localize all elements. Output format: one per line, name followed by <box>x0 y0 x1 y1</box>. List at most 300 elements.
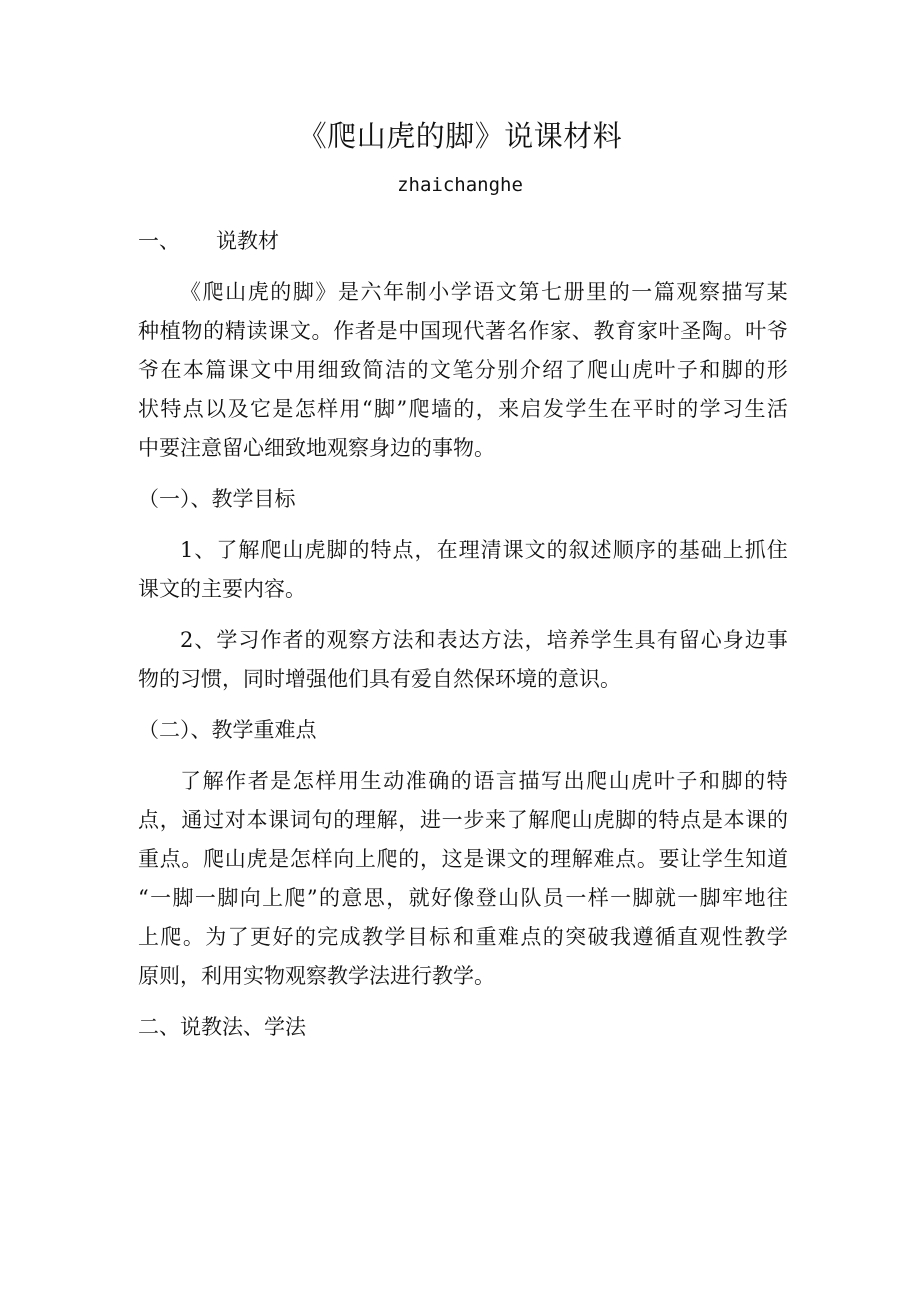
char: 者 <box>354 319 376 343</box>
paragraph-line <box>138 531 788 570</box>
char: 点 <box>520 925 542 949</box>
char: 洁 <box>384 358 406 382</box>
char: 的 <box>744 358 766 382</box>
char: 解 <box>376 808 398 832</box>
char: 分 <box>474 358 496 382</box>
char: 的 <box>333 808 355 832</box>
char: 是 <box>270 769 292 793</box>
paragraph-line <box>138 570 788 609</box>
char: 抓 <box>744 538 766 562</box>
char: 语 <box>473 769 495 793</box>
char: 像 <box>453 886 475 910</box>
line-text <box>138 840 788 879</box>
char: 目 <box>406 925 428 949</box>
char: 文 <box>524 538 546 562</box>
char: 爬 <box>202 280 224 304</box>
char: 本 <box>723 808 745 832</box>
char: 七 <box>541 280 562 304</box>
char: 向 <box>239 886 261 910</box>
char: 循 <box>654 925 676 949</box>
char: 读 <box>246 319 268 343</box>
char: 具 <box>634 628 656 652</box>
char: 爬 <box>586 769 608 793</box>
char: 虎 <box>593 808 615 832</box>
char: 留 <box>678 628 700 652</box>
char: 脚 <box>326 538 348 562</box>
char: 言 <box>495 769 517 793</box>
char: 一 <box>631 280 653 304</box>
char: 六 <box>360 280 382 304</box>
document-title: 《爬山虎的脚》说课材料 <box>297 119 623 153</box>
char: 了 <box>216 538 238 562</box>
char: 脚 <box>374 397 396 421</box>
char: 重 <box>475 925 497 949</box>
char: 课 <box>502 538 524 562</box>
char: 础 <box>700 538 722 562</box>
char: 脚 <box>721 769 743 793</box>
char: 它 <box>249 397 271 421</box>
char: 课 <box>745 808 767 832</box>
char: 文 <box>506 847 528 871</box>
char: 遵 <box>632 925 654 949</box>
paragraph-line <box>138 801 788 840</box>
char: 句 <box>311 808 333 832</box>
char: ， <box>524 628 546 652</box>
char: 。 <box>181 847 203 871</box>
char: 虎 <box>246 847 268 871</box>
char: 直 <box>677 925 699 949</box>
char: 是 <box>463 847 485 871</box>
section-heading-2 <box>138 1008 788 1047</box>
char: 让 <box>680 847 702 871</box>
char: 了 <box>564 358 586 382</box>
char: 的 <box>304 628 326 652</box>
char: 叙 <box>568 538 590 562</box>
char: 地 <box>744 886 766 910</box>
line-text <box>180 621 788 660</box>
char: 是 <box>701 808 723 832</box>
char: 步 <box>463 808 485 832</box>
paragraph-line <box>138 918 788 957</box>
char: 登 <box>475 886 497 910</box>
char: 的 <box>542 925 564 949</box>
goal-2-paragraph <box>138 621 788 699</box>
char: 者 <box>282 628 304 652</box>
char: 牢 <box>722 886 744 910</box>
char: 2 <box>180 628 194 652</box>
char: 好 <box>272 925 294 949</box>
char: 的 <box>528 847 550 871</box>
char: 细 <box>317 358 339 382</box>
char: 观 <box>326 628 348 652</box>
char: 家 <box>636 319 658 343</box>
char: 性 <box>721 925 743 949</box>
char: 一 <box>441 808 463 832</box>
char: 作 <box>528 319 550 343</box>
char: 是 <box>268 847 290 871</box>
paragraph-line <box>138 351 788 390</box>
char: 动 <box>383 769 405 793</box>
char: 心 <box>700 628 722 652</box>
char: 脚 <box>217 886 239 910</box>
char: 样 <box>587 886 609 910</box>
char: 年 <box>383 280 405 304</box>
char: 的 <box>546 538 568 562</box>
char: 确 <box>428 769 450 793</box>
char: 词 <box>289 808 311 832</box>
char: 爬 <box>260 538 282 562</box>
section-title: 二、说教法、学法 <box>138 1015 306 1039</box>
char: 中 <box>398 319 420 343</box>
char: 的 <box>766 808 788 832</box>
line-text <box>138 390 788 429</box>
char: 某 <box>766 280 788 304</box>
char: 员 <box>542 886 564 910</box>
char: 课 <box>227 358 249 382</box>
char: 上 <box>354 847 376 871</box>
char: 叶 <box>654 358 676 382</box>
document-author: zhaichanghe <box>397 174 523 196</box>
char: 课 <box>268 319 290 343</box>
char: 清 <box>480 538 502 562</box>
char: 一 <box>677 886 699 910</box>
char: 文 <box>250 358 272 382</box>
char: 队 <box>520 886 542 910</box>
char: 培 <box>546 628 568 652</box>
char: 写 <box>541 769 562 793</box>
char: 了 <box>506 808 528 832</box>
char: “ <box>361 397 373 421</box>
char: 完 <box>317 925 339 949</box>
char: 法 <box>502 628 524 652</box>
char: 上 <box>722 538 744 562</box>
paragraph-line <box>138 762 788 801</box>
char: 怎 <box>292 769 314 793</box>
char: 观 <box>699 925 721 949</box>
char: 文 <box>429 358 451 382</box>
char: 家 <box>550 319 572 343</box>
char: 样 <box>315 769 337 793</box>
char: 用 <box>295 358 317 382</box>
char: 解 <box>238 538 260 562</box>
char: 名 <box>506 319 528 343</box>
char: 学 <box>701 847 723 871</box>
char: 特 <box>160 397 182 421</box>
char: 爷 <box>766 319 788 343</box>
char: 学 <box>216 628 238 652</box>
char: 养 <box>568 628 590 652</box>
char: 意 <box>341 886 363 910</box>
char: 物 <box>181 319 203 343</box>
char: 别 <box>497 358 519 382</box>
char: 准 <box>405 769 427 793</box>
char: 和 <box>699 358 721 382</box>
line-text: 中要注意留心细致地观察身边的事物。 <box>138 436 495 460</box>
char: 在 <box>160 358 182 382</box>
char: 陶 <box>701 319 723 343</box>
char: 生 <box>587 397 609 421</box>
char: 一 <box>565 886 587 910</box>
char: 习 <box>238 628 260 652</box>
char: 制 <box>405 280 427 304</box>
char: 通 <box>181 808 203 832</box>
char: 对 <box>224 808 246 832</box>
subsection-title: （一）、教学目标 <box>138 487 296 511</box>
subsection-title: （二）、教学重难点 <box>138 718 317 742</box>
char: 和 <box>453 925 475 949</box>
char: 难 <box>593 847 615 871</box>
goal-1-paragraph <box>138 531 788 609</box>
char: 。 <box>311 319 333 343</box>
char: 爬 <box>160 925 182 949</box>
char: 、 <box>571 319 593 343</box>
char: 中 <box>272 358 294 382</box>
char: 代 <box>463 319 485 343</box>
char: ， <box>475 397 497 421</box>
char: 子 <box>676 358 698 382</box>
char: 爬 <box>550 808 572 832</box>
char: 样 <box>311 847 333 871</box>
char: 笔 <box>452 358 474 382</box>
char: 山 <box>224 847 246 871</box>
char: 的 <box>319 886 341 910</box>
char: 虎 <box>631 358 653 382</box>
char: 知 <box>745 847 767 871</box>
char: 墙 <box>430 397 452 421</box>
char: 本 <box>182 358 204 382</box>
char: 篇 <box>205 358 227 382</box>
paragraph-line <box>138 273 788 312</box>
char: 文 <box>289 319 311 343</box>
char: 爬 <box>284 886 306 910</box>
char: 国 <box>419 319 441 343</box>
line-text <box>138 312 788 351</box>
char: 爬 <box>203 847 225 871</box>
char: 山 <box>282 538 304 562</box>
char: 一 <box>150 886 172 910</box>
char: 语 <box>473 280 495 304</box>
char: 难 <box>497 925 519 949</box>
char: 解 <box>528 808 550 832</box>
char: 在 <box>436 538 458 562</box>
char: 的 <box>348 538 370 562</box>
char: 篇 <box>653 280 675 304</box>
char: 虎 <box>304 538 326 562</box>
char: 的 <box>656 538 678 562</box>
char: 简 <box>362 358 384 382</box>
char: 的 <box>608 280 630 304</box>
section-heading-1 <box>138 222 788 261</box>
char: 、 <box>194 628 216 652</box>
char: 以 <box>205 397 227 421</box>
char: 册 <box>563 280 585 304</box>
char: 。 <box>636 847 658 871</box>
char: 平 <box>632 397 654 421</box>
char: 的 <box>450 769 472 793</box>
char: 用 <box>339 397 361 421</box>
char: 思 <box>363 886 385 910</box>
char: 。 <box>723 319 745 343</box>
char: 的 <box>398 847 420 871</box>
line-text <box>180 531 788 570</box>
char: 特 <box>658 808 680 832</box>
char: 虎 <box>247 280 269 304</box>
paragraph-line <box>138 621 788 660</box>
char: 了 <box>180 769 201 793</box>
line-text <box>138 918 788 957</box>
keypoint-paragraph <box>138 762 788 996</box>
char: 精 <box>224 319 246 343</box>
char: 描 <box>518 769 540 793</box>
char: 生 <box>744 397 766 421</box>
char: 课 <box>485 847 506 871</box>
char: 虎 <box>631 769 653 793</box>
char: 的 <box>203 319 225 343</box>
line-text: 课文的主要内容。 <box>138 577 306 601</box>
char: 法 <box>392 628 414 652</box>
char: 1 <box>180 538 194 562</box>
char: 学 <box>450 280 472 304</box>
char: 里 <box>586 280 608 304</box>
char: ， <box>398 808 420 832</box>
char: 致 <box>340 358 362 382</box>
char: 和 <box>698 769 720 793</box>
char: 小 <box>428 280 450 304</box>
char: 突 <box>565 925 587 949</box>
char: 在 <box>610 397 632 421</box>
char: 著 <box>485 319 506 343</box>
char: 的 <box>677 397 699 421</box>
char: 作 <box>260 628 282 652</box>
char: 理 <box>458 538 480 562</box>
char: 本 <box>246 808 268 832</box>
char: 身 <box>722 628 744 652</box>
char: 序 <box>634 538 656 562</box>
char: 点 <box>680 808 702 832</box>
char: 课 <box>268 808 290 832</box>
char: 是 <box>337 280 359 304</box>
char: 爷 <box>138 358 159 382</box>
char: 山 <box>498 886 520 910</box>
char: 的 <box>453 397 475 421</box>
char: 上 <box>138 925 159 949</box>
char: 及 <box>227 397 249 421</box>
char: 。 <box>182 925 204 949</box>
paragraph-line <box>138 312 788 351</box>
char: 文 <box>495 280 517 304</box>
char: 和 <box>414 628 436 652</box>
char: 生 <box>723 847 745 871</box>
char: 叶 <box>745 319 767 343</box>
char: 察 <box>698 280 720 304</box>
char: 描 <box>721 280 743 304</box>
char: 活 <box>766 397 788 421</box>
section-title: 说教材 <box>216 229 279 253</box>
char: 特 <box>766 769 788 793</box>
line-text <box>138 879 788 918</box>
char: 方 <box>480 628 502 652</box>
char: 点 <box>138 808 159 832</box>
char: 我 <box>609 925 631 949</box>
char: 的 <box>294 925 316 949</box>
intro-paragraph <box>138 273 788 468</box>
char: 上 <box>262 886 284 910</box>
char: 的 <box>270 280 292 304</box>
char: 察 <box>348 628 370 652</box>
char: 圣 <box>680 319 702 343</box>
subsection-heading-goals <box>138 480 788 519</box>
char: 事 <box>766 628 788 652</box>
char: “ <box>138 886 149 910</box>
subsection-heading-keypoints <box>138 711 788 750</box>
char: 山 <box>571 808 593 832</box>
char: 脚 <box>292 280 314 304</box>
char: 怎 <box>294 397 316 421</box>
char: 状 <box>138 397 159 421</box>
char: 写 <box>744 280 766 304</box>
char: 就 <box>654 886 676 910</box>
line-text <box>180 273 788 312</box>
char: 往 <box>766 886 788 910</box>
char: 住 <box>766 538 788 562</box>
line-text <box>138 351 788 390</box>
char: 破 <box>587 925 609 949</box>
char: 启 <box>520 397 542 421</box>
char: ” <box>396 397 408 421</box>
char: 为 <box>205 925 227 949</box>
char: 重 <box>138 847 159 871</box>
char: ” <box>306 886 318 910</box>
char: 学 <box>565 397 587 421</box>
char: 是 <box>376 319 398 343</box>
char: 山 <box>609 358 631 382</box>
char: 出 <box>563 769 585 793</box>
char: 的 <box>636 808 658 832</box>
char: 一 <box>610 886 632 910</box>
char: 习 <box>722 397 744 421</box>
char: 子 <box>676 769 698 793</box>
char: 样 <box>317 397 339 421</box>
char: 述 <box>590 538 612 562</box>
char: 教 <box>362 925 384 949</box>
section-number: 一、 <box>138 229 180 253</box>
paragraph-line <box>138 957 788 996</box>
char: 来 <box>485 808 506 832</box>
char: 了 <box>227 925 249 949</box>
char: 学 <box>384 925 406 949</box>
char: 更 <box>250 925 272 949</box>
char: 的 <box>744 769 766 793</box>
char: 点 <box>159 847 181 871</box>
char: 一 <box>194 886 216 910</box>
char: 脚 <box>632 886 654 910</box>
char: 种 <box>138 319 159 343</box>
char: 怎 <box>289 847 311 871</box>
char: 育 <box>615 319 637 343</box>
char: 爬 <box>408 397 430 421</box>
char: 植 <box>159 319 181 343</box>
char: 第 <box>518 280 540 304</box>
char: 要 <box>658 847 680 871</box>
char: 基 <box>678 538 700 562</box>
char: 教 <box>744 925 766 949</box>
char: 标 <box>429 925 451 949</box>
char: 脚 <box>172 886 194 910</box>
line-text <box>180 762 788 801</box>
char: 就 <box>408 886 430 910</box>
char: 学 <box>766 925 788 949</box>
char: 是 <box>272 397 294 421</box>
